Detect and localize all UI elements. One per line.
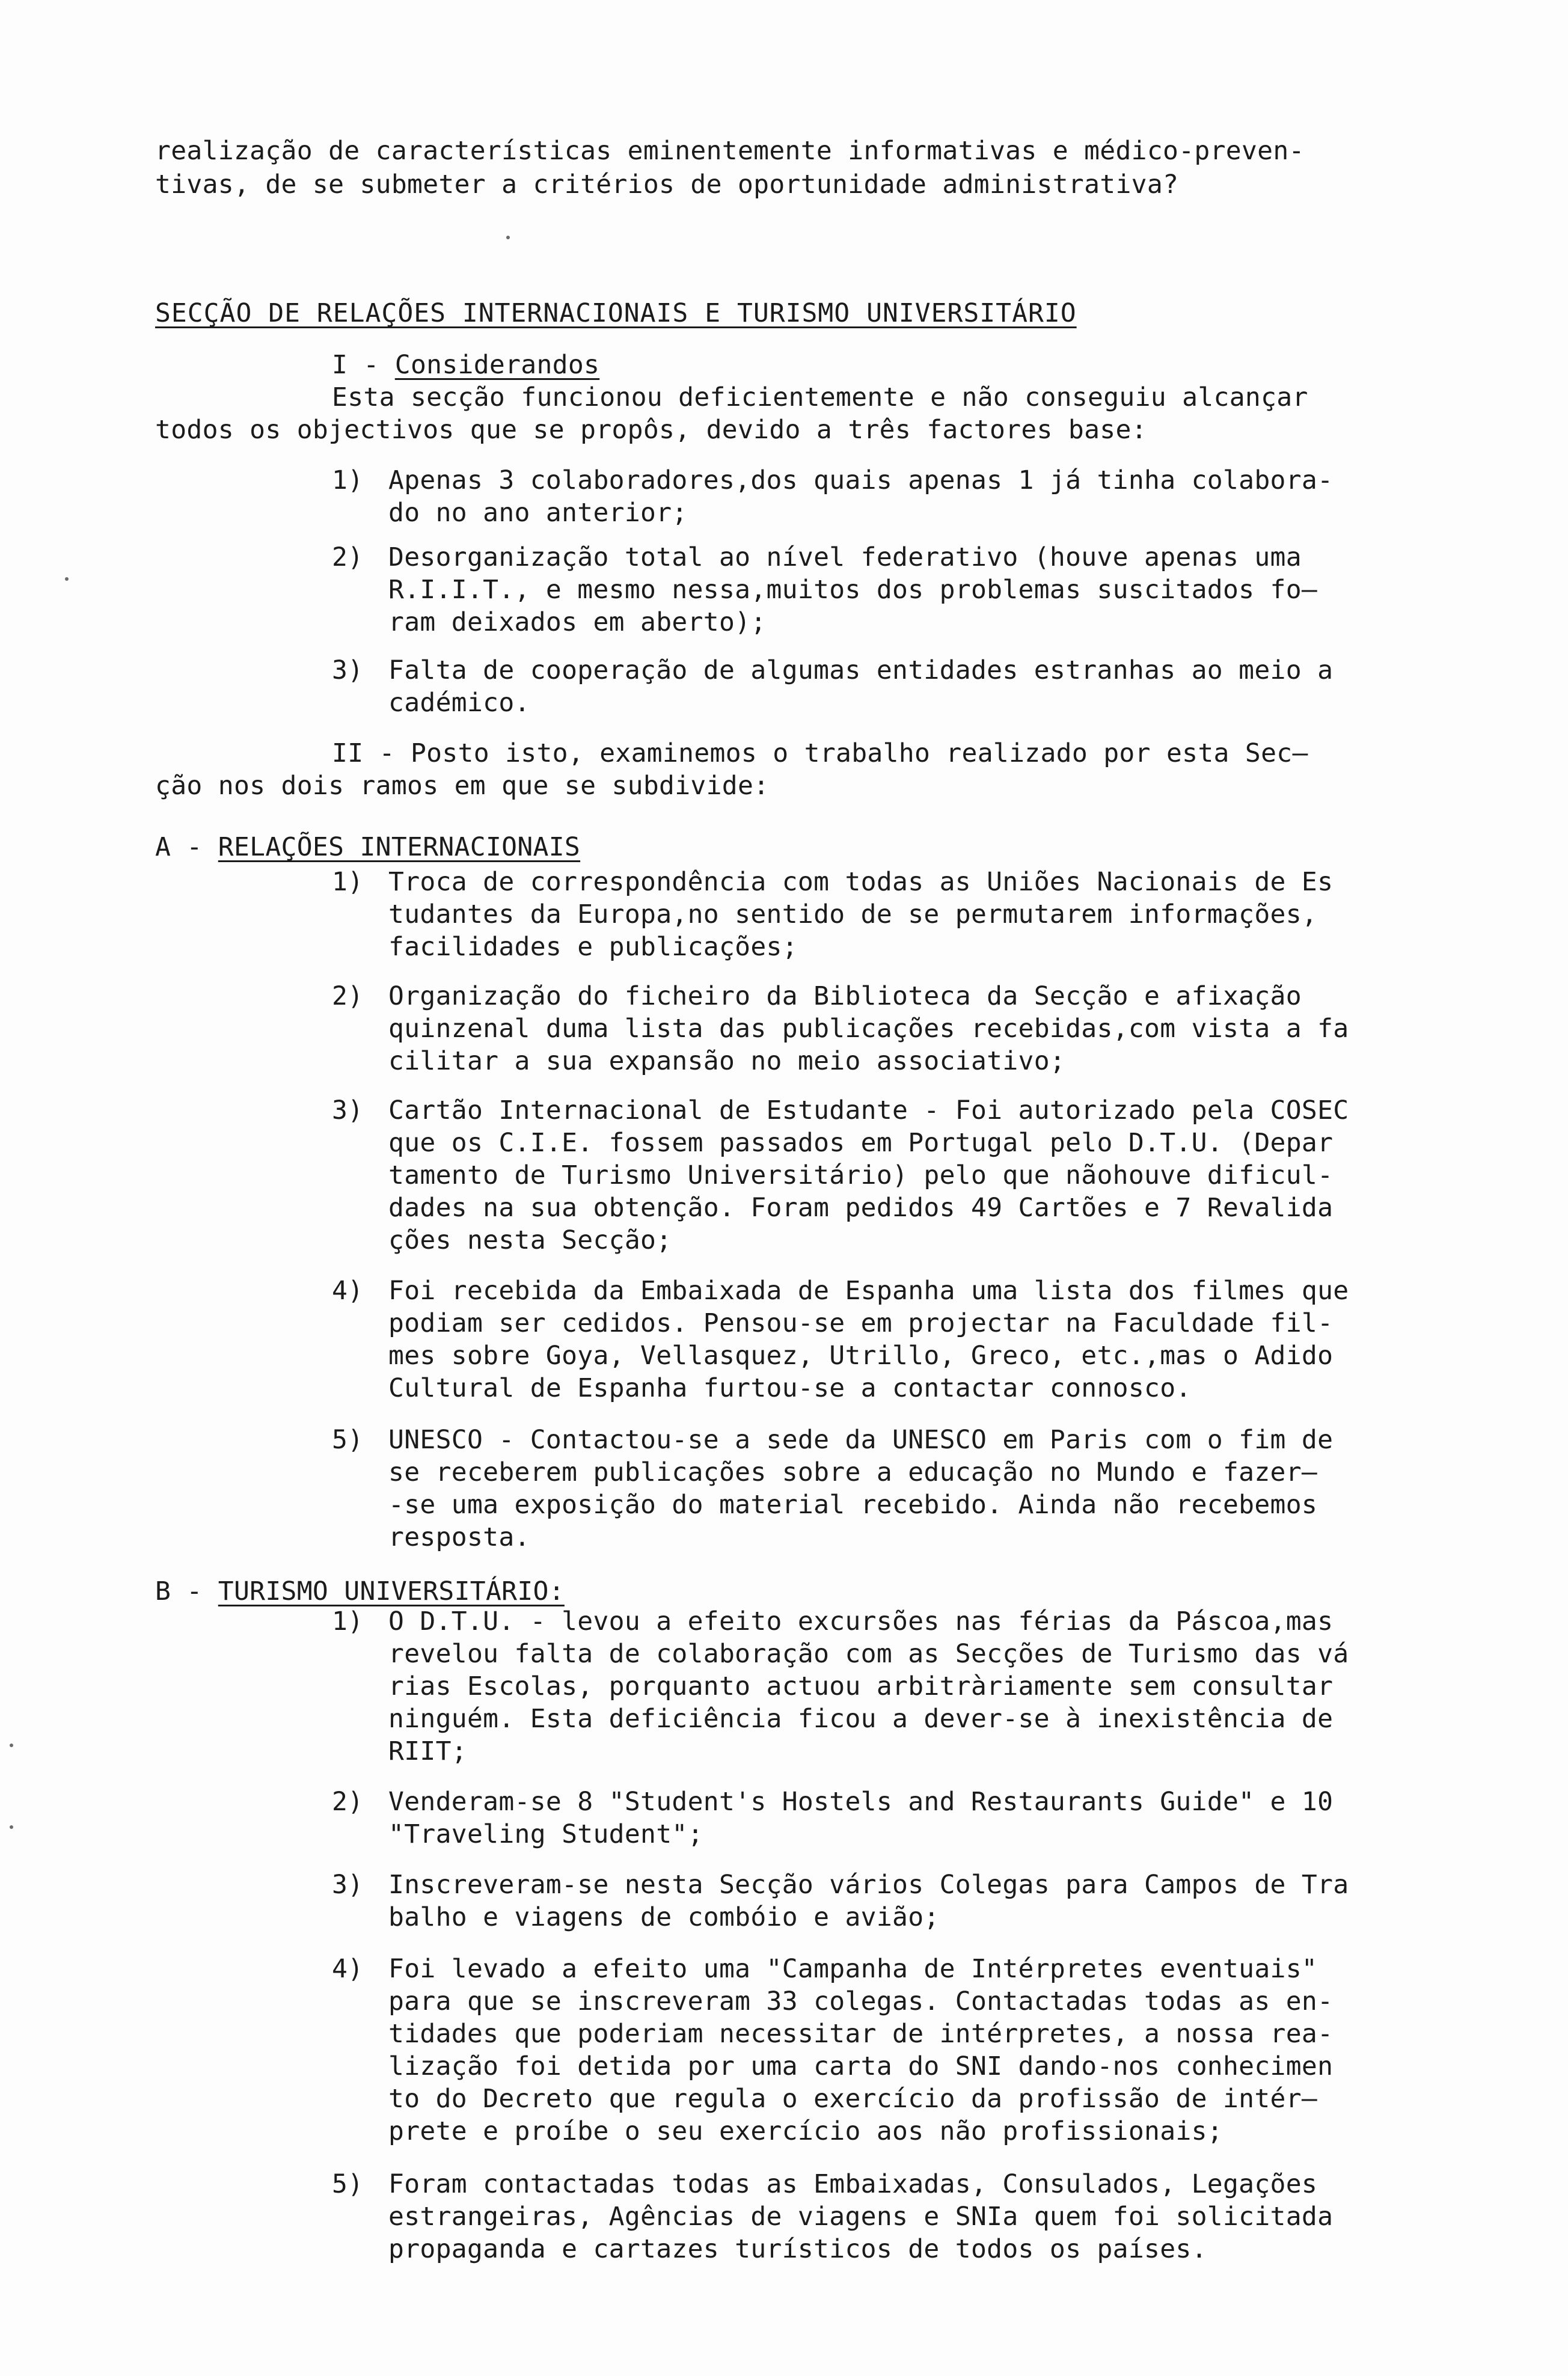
posto-line-1: II - Posto isto, examinemos o trabalho realizado por esta Sec— — [332, 738, 1308, 768]
part-a-item-5-num: 5) — [332, 1425, 364, 1455]
part-a-item-3-line-5: ções nesta Secção; — [388, 1225, 672, 1255]
part-b-item-4-line-5: to do Decreto que regula o exercício da profissão de intér— — [388, 2084, 1318, 2114]
scan-speck — [506, 236, 510, 239]
part-a-item-1-line-1: Troca de correspondência com todas as Uniões Nacionais de Es — [388, 867, 1334, 897]
part-b-item-4-line-6: prete e proíbe o seu exercício aos não profissionais; — [388, 2116, 1223, 2146]
section-title: SECÇÃO DE RELAÇÕES INTERNACIONAIS E TURISMO UNIVERSITÁRIO — [155, 298, 1077, 328]
part-a-item-3-line-4: dades na sua obtenção. Foram pedidos 49 Cartões e 7 Revalida — [388, 1193, 1334, 1223]
part-a-prefix: A - — [155, 832, 218, 862]
considerandos-prefix: I - — [332, 350, 395, 380]
considerandos-item-2-line-2: R.I.I.T., e mesmo nessa,muitos dos problemas suscitados fo— — [388, 575, 1318, 605]
part-a-item-3-line-1: Cartão Internacional de Estudante - Foi autorizado pela COSEC — [388, 1095, 1349, 1125]
part-b-item-5-line-3: propaganda e cartazes turísticos de todos os países. — [388, 2234, 1207, 2264]
scan-speck — [10, 1825, 13, 1829]
considerandos-item-3-line-2: cadémico. — [388, 688, 530, 718]
part-b-item-1-line-2: revelou falta de colaboração com as Secções de Turismo das vá — [388, 1639, 1349, 1669]
part-b-item-3-line-2: balho e viagens de combóio e avião; — [388, 1902, 940, 1932]
part-b-item-1-line-1: O D.T.U. - levou a efeito excursões nas férias da Páscoa,mas — [388, 1606, 1334, 1637]
part-b-item-1-line-3: rias Escolas, porquanto actuou arbitràriamente sem consultar — [388, 1671, 1334, 1701]
part-a-item-4-line-3: mes sobre Goya, Vellasquez, Utrillo, Greco, etc.,mas o Adido — [388, 1341, 1334, 1371]
part-b-item-4-line-2: para que se inscreveram 33 colegas. Contactadas todas as en- — [388, 1986, 1334, 2016]
part-a-item-5-line-3: -se uma exposição do material recebido. Ainda não recebemos — [388, 1490, 1318, 1520]
part-a-item-4-num: 4) — [332, 1276, 364, 1306]
part-a-item-5-line-1: UNESCO - Contactou-se a sede da UNESCO em Paris com o fim de — [388, 1425, 1334, 1455]
part-b-item-2-line-2: "Traveling Student"; — [388, 1819, 703, 1849]
part-b-item-1-line-5: RIIT; — [388, 1736, 467, 1766]
part-b-label: TURISMO UNIVERSITÁRIO: — [218, 1576, 565, 1606]
intro-line-1: realização de características eminentemente informativas e médico-preven- — [155, 136, 1305, 166]
considerandos-item-1-line-2: do no ano anterior; — [388, 498, 688, 528]
part-b-item-4-line-4: lização foi detida por uma carta do SNI dando-nos conhecimen — [388, 2051, 1334, 2081]
considerandos-item-2-line-3: ram deixados em aberto); — [388, 607, 767, 637]
considerandos-item-2-line-1: Desorganização total ao nível federativo (houve apenas uma — [388, 542, 1302, 572]
intro-line-2: tivas, de se submeter a critérios de oportunidade administrativa? — [155, 170, 1179, 200]
considerandos-para-line-2: todos os objectivos que se propôs, devido a três factores base: — [155, 415, 1147, 445]
part-a-item-1-line-3: facilidades e publicações; — [388, 932, 798, 962]
part-b-item-3-num: 3) — [332, 1870, 364, 1900]
part-b-item-5-line-2: estrangeiras, Agências de viagens e SNIa quem foi solicitada — [388, 2202, 1334, 2232]
part-a-item-3-line-3: tamento de Turismo Universitário) pelo que nãohouve dificul- — [388, 1160, 1334, 1190]
part-b-item-1-num: 1) — [332, 1606, 364, 1637]
part-a-item-4-line-2: podiam ser cedidos. Pensou-se em projectar na Faculdade fil- — [388, 1308, 1334, 1338]
part-a-item-4-line-4: Cultural de Espanha furtou-se a contactar connosco. — [388, 1373, 1192, 1403]
considerandos-heading — [332, 348, 599, 382]
scan-speck — [10, 1744, 13, 1747]
part-b-item-5-line-1: Foram contactadas todas as Embaixadas, Consulados, Legações — [388, 2169, 1318, 2199]
part-a-item-4-line-1: Foi recebida da Embaixada de Espanha uma lista dos filmes que — [388, 1276, 1349, 1306]
part-a-item-1-num: 1) — [332, 867, 364, 897]
part-a-item-2-line-1: Organização do ficheiro da Biblioteca da Secção e afixação — [388, 981, 1302, 1011]
part-a-item-3-num: 3) — [332, 1095, 364, 1125]
part-a-item-2-line-3: cilitar a sua expansão no meio associativo; — [388, 1046, 1066, 1076]
part-a-heading — [155, 830, 580, 865]
part-a-item-1-line-2: tudantes da Europa,no sentido de se permutarem informações, — [388, 899, 1318, 929]
posto-line-2: ção nos dois ramos em que se subdivide: — [155, 771, 770, 801]
part-b-item-4-line-3: tidades que poderiam necessitar de intérpretes, a nossa rea- — [388, 2019, 1334, 2049]
part-a-item-3-line-2: que os C.I.E. fossem passados em Portugal pelo D.T.U. (Depar — [388, 1128, 1334, 1158]
part-b-item-3-line-1: Inscreveram-se nesta Secção vários Colegas para Campos de Tra — [388, 1870, 1349, 1900]
part-b-item-4-num: 4) — [332, 1954, 364, 1984]
considerandos-item-3-line-1: Falta de cooperação de algumas entidades estranhas ao meio a — [388, 655, 1334, 685]
part-b-prefix: B - — [155, 1576, 218, 1606]
considerandos-item-2-num: 2) — [332, 542, 364, 572]
part-b-item-5-num: 5) — [332, 2169, 364, 2199]
considerandos-item-1-num: 1) — [332, 465, 364, 495]
part-a-item-2-num: 2) — [332, 981, 364, 1011]
considerandos-item-1-line-1: Apenas 3 colaboradores,dos quais apenas 1 já tinha colabora- — [388, 465, 1334, 495]
considerandos-item-3-num: 3) — [332, 655, 364, 685]
scan-speck — [65, 577, 69, 581]
part-a-item-2-line-2: quinzenal duma lista das publicações recebidas,com vista a fa — [388, 1014, 1349, 1044]
part-a-item-5-line-4: resposta. — [388, 1522, 530, 1552]
part-a-label: RELAÇÕES INTERNACIONAIS — [218, 832, 581, 862]
part-a-item-5-line-2: se receberem publicações sobre a educação no Mundo e fazer— — [388, 1457, 1318, 1487]
part-b-item-4-line-1: Foi levado a efeito uma "Campanha de Intérpretes eventuais" — [388, 1954, 1318, 1984]
part-b-item-2-num: 2) — [332, 1787, 364, 1817]
considerandos-label: Considerandos — [394, 350, 600, 380]
part-b-item-1-line-4: ninguém. Esta deficiência ficou a dever-se à inexistência de — [388, 1704, 1334, 1734]
considerandos-para-line-1: Esta secção funcionou deficientemente e não conseguiu alcançar — [332, 382, 1308, 412]
part-b-item-2-line-1: Venderam-se 8 "Student's Hostels and Restaurants Guide" e 10 — [388, 1787, 1334, 1817]
